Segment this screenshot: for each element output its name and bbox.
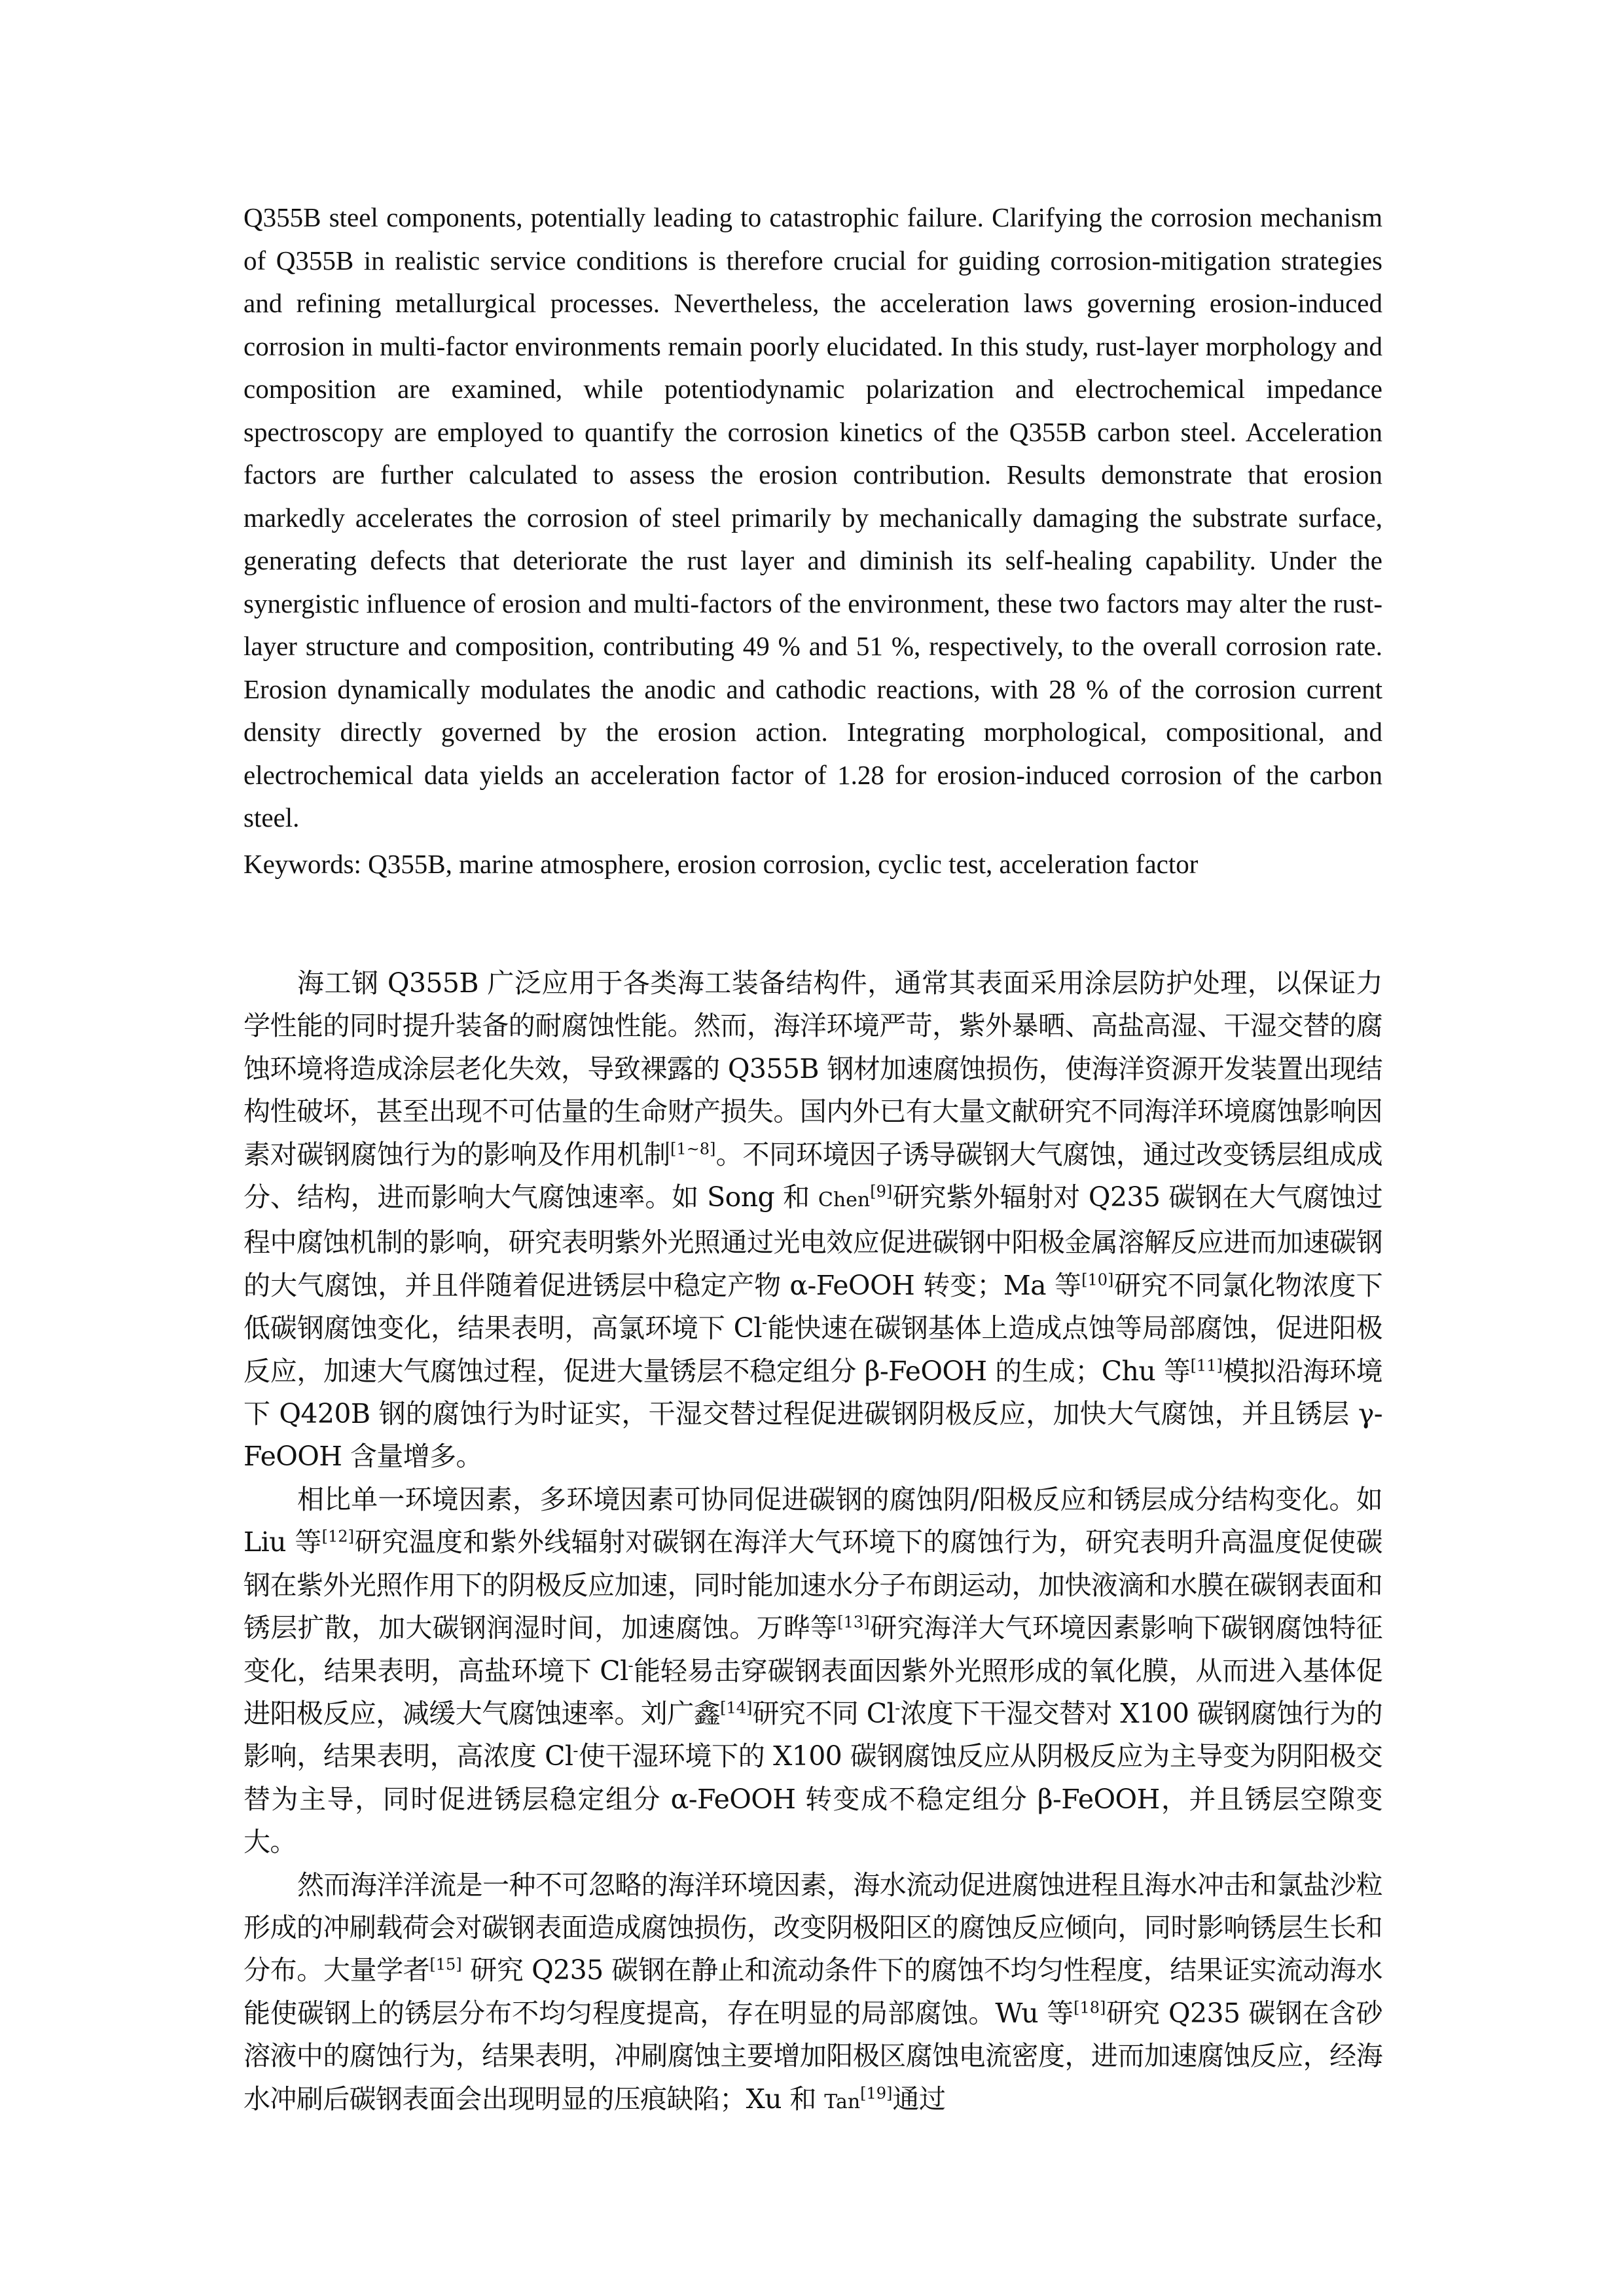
citation: [9]	[870, 1182, 893, 1201]
paragraph-3: 然而海洋洋流是一种不可忽略的海洋环境因素，海水流动促进腐蚀进程且海水冲击和氯盐沙粒形成的冲刷载荷会对碳钢表面造成腐蚀损伤，改变阴极阳区的腐蚀反应倾向，同时影响锈层生长和分布。大量学者[15] 研究 Q235 碳钢在静止和流动条件下的腐蚀不均匀性程度，结果证实流动海水能使碳钢上的锈层分布不均匀程度提高，存在明显的局部腐蚀。Wu 等[18]研究 Q235 碳钢在含砂溶液中的腐蚀行为，结果表明，冲刷腐蚀主要增加阳极区腐蚀电流密度，进而加速腐蚀反应，经海水冲刷后碳钢表面会出现明显的压痕缺陷；Xu 和 Tan[19]通过	[244, 1869, 1383, 2115]
paragraph-1: 海工钢 Q355B 广泛应用于各类海工装备结构件，通常其表面采用涂层防护处理，以保证力学性能的同时提升装备的耐腐蚀性能。然而，海洋环境严苛，紫外暴晒、高盐高湿、干湿交替的腐蚀环境将造成涂层老化失效，导致裸露的 Q355B 钢材加速腐蚀损伤，使海洋资源开发装置出现结构性破坏，甚至出现不可估量的生命财产损失。国内外已有大量文献研究不同海洋环境腐蚀影响因素对碳钢腐蚀行为的影响及作用机制[1~8]。不同环境因子诱导碳钢大气腐蚀，通过改变锈层组成成分、结构，进而影响大气腐蚀速率。如 Song 和 Chen[9]研究紫外辐射对 Q235 碳钢在大气腐蚀过程中腐蚀机制的影响，研究表明紫外光照通过光电效应促进碳钢中阳极金属溶解反应进而加速碳钢的大气腐蚀，并且伴随着促进锈层中稳定产物 α-FeOOH 转变；Ma 等[10]研究不同氯化物浓度下低碳钢腐蚀变化，结果表明，高氯环境下 Cl-能快速在碳钢基体上造成点蚀等局部腐蚀，促进阳极反应，加速大气腐蚀过程，促进大量锈层不稳定组分 β-FeOOH 的生成；Chu 等[11]模拟沿海环境下 Q420B 钢的腐蚀行为时证实，干湿交替过程促进碳钢阴极反应，加快大气腐蚀，并且锈层 γ-FeOOH 含量增多。	[244, 967, 1383, 1473]
citation: [10]	[1081, 1270, 1114, 1289]
citation: [19]	[860, 2083, 893, 2102]
citation: [11]	[1190, 1356, 1223, 1374]
citation: [1~8]	[670, 1139, 716, 1158]
citation: [18]	[1074, 1998, 1106, 2017]
paragraph-2: 相比单一环境因素，多环境因素可协同促进碳钢的腐蚀阴/阳极反应和锈层成分结构变化。如 Liu 等[12]研究温度和紫外线辐射对碳钢在海洋大气环境下的腐蚀行为，研究表明升高温度促使碳钢在紫外光照作用下的阴极反应加速，同时能加速水分子布朗运动，加快液滴和水膜在碳钢表面和锈层扩散，加大碳钢润湿时间，加速腐蚀。万晔等[13]研究海洋大气环境因素影响下碳钢腐蚀特征变化，结果表明，高盐环境下 Cl-能轻易击穿碳钢表面因紫外光照形成的氧化膜，从而进入基体促进阳极反应，减缓大气腐蚀速率。刘广鑫[14]研究不同 Cl-浓度下干湿交替对 X100 碳钢腐蚀行为的影响，结果表明，高浓度 Cl-使干湿环境下的 X100 碳钢腐蚀反应从阴极反应为主导变为阴阳极交替为主导，同时促进锈层稳定组分 α-FeOOH 转变成不稳定组分 β-FeOOH，并且锈层空隙变大。	[244, 1483, 1382, 1858]
citation: [14]	[720, 1698, 753, 1717]
keywords-line: Keywords: Q355B, marine atmosphere, erosion corrosion, cyclic test, acceleration factor	[244, 849, 1199, 879]
citation: [13]	[837, 1613, 870, 1632]
abstract-text: Q355B steel components, potentially leading to catastrophic failure. Clarifying the corrosion mechanism of Q355B in realistic service conditions is therefore crucial for guiding corrosion-mitigation strategies and refining metallurgical processes. Nevertheless, the acceleration laws governing erosion-induced corrosion in multi-factor environments remain poorly elucidated. In this study, rust-layer morphology and composition are examined, while potentiodynamic polarization and electrochemical impedance spectroscopy are employed to quantify the corrosion kinetics of the Q355B carbon steel. Acceleration factors are further calculated to assess the erosion contribution. Results demonstrate that erosion markedly accelerates the corrosion of steel primarily by mechanically damaging the substrate surface, generating defects that deteriorate the rust layer and diminish its self-healing capability. Under the synergistic influence of erosion and multi-factors of the environment, these two factors may alter the rust-layer structure and composition, contributing 49 % and 51 %, respectively, to the overall corrosion rate. Erosion dynamically modulates the anodic and cathodic reactions, with 28 % of the corrosion current density directly governed by the erosion action. Integrating morphological, compositional, and electrochemical data yields an acceleration factor of 1.28 for erosion-induced corrosion of the carbon steel.	[244, 202, 1382, 833]
citation: [15]	[429, 1955, 462, 1974]
citation: [12]	[321, 1527, 354, 1546]
body-text	[244, 962, 1382, 2123]
